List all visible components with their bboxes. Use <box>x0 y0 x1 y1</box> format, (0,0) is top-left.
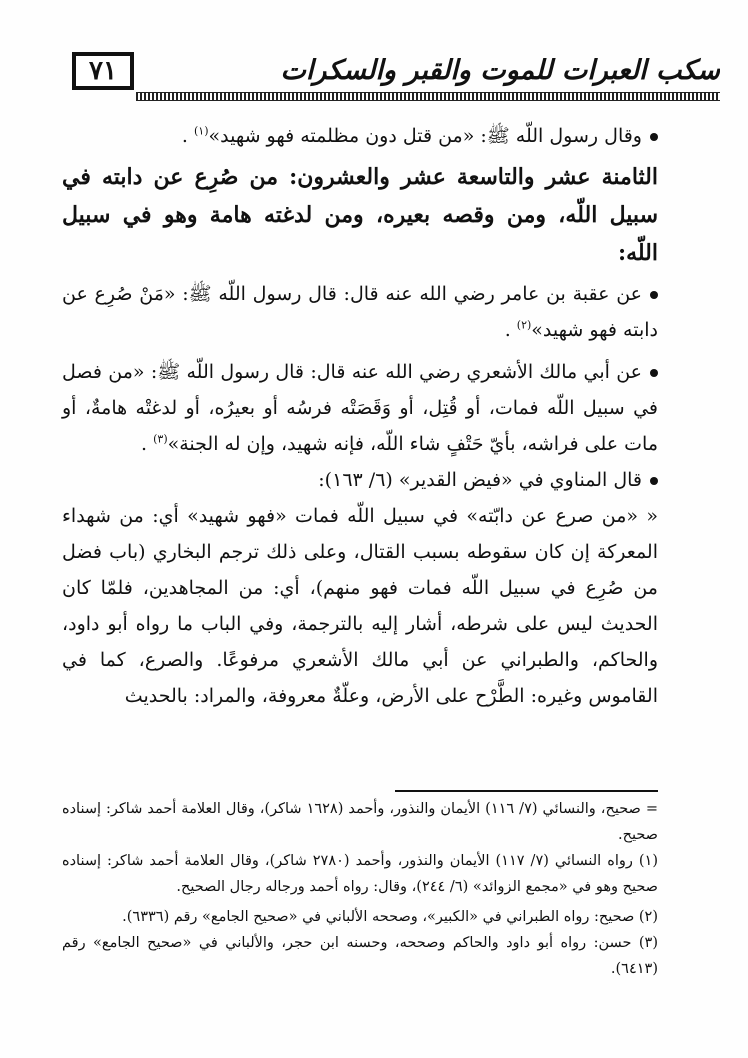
paragraph-munawi-quote: « «من صرع عن دابّته» في سبيل اللّه فمات «فهو شهيد» أي: من شهداء المعركة إن كان سقوطه بسبب القتال، وعلى ذلك ترجم البخاري (باب فضل من صُرِع في سبيل اللّه فمات فهو منهم)، أي: من المجاهدين، فلمّا كان الحديث ليس على شرطه، أشار إليه بالترجمة، وفي الباب ما رواه أبو داود، والحاكم، والطبراني عن أبي مالك الأشعري مرفوعًا. والصرع، كما في القاموس وغيره: الطَّرْح على الأرض، وعلّةٌ معروفة، والمراد: بالحديث <box>62 505 658 707</box>
footnote-2: (٢) صحيح: رواه الطبراني في «الكبير»، وصححه الألباني في «صحيح الجامع» رقم (٦٣٣٦). <box>122 909 658 925</box>
paragraph-end: . <box>504 319 511 341</box>
main-text <box>62 118 658 714</box>
paragraph-text: قال المناوي في «فيض القدير» (٦/ ١٦٣): <box>318 469 642 491</box>
paragraph-end: . <box>141 433 148 455</box>
bullet-icon <box>650 369 658 377</box>
paragraph-hadith-2 <box>62 276 658 348</box>
bullet-icon <box>650 477 658 485</box>
footnote-3: (٣) حسن: رواه أبو داود والحاكم وصححه، وحسنه ابن حجر، والألباني في «صحيح الجامع» رقم (٦٤١٣). <box>62 935 658 977</box>
section-heading: الثامنة عشر والتاسعة عشر والعشرون: من صُرِع عن دابته في سبيل اللّه، ومن وقصه بعيره، ومن لدغته هامة وهو في سبيل اللّه: <box>62 164 659 266</box>
running-title: سكب العبرات للموت والقبر والسكرات <box>280 55 720 86</box>
footnote-ref-3: (٣) <box>153 432 168 446</box>
footnote-1: (١) رواه النسائي (٧/ ١١٧) الأيمان والنذور، وأحمد (٢٧٨٠ شاكر)، وقال العلامة أحمد شاكر: إسناده صحيح وهو في «مجمع الزوائد» (٦/ ٢٤٤)، وقال: رواه أحمد ورجاله رجال الصحيح. <box>62 853 658 895</box>
paragraph-end: . <box>181 125 188 147</box>
paragraph-text: عن أبي مالك الأشعري رضي الله عنه قال: قال رسول اللّه ﷺ: «من فصل في سبيل اللّه فمات، أو قُتِل، أو وَقَصَتْه فرسُه أو بعيرُه، أو لدغتْه هامةٌ، أو مات على فراشه، بأيّ حَتْفٍ شاء اللّه، فإنه شهيد، وإن له الجنة» <box>62 361 658 455</box>
paragraph-hadith-1 <box>62 118 658 154</box>
footnote-continued: = صحيح، والنسائي (٧/ ١١٦) الأيمان والنذور، وأحمد (١٦٢٨ شاكر)، وقال العلامة أحمد شاكر: إسناده صحيح. <box>62 801 658 843</box>
footnote-ref-2: (٢) <box>516 318 532 332</box>
footnote-ref-1: (١) <box>193 124 209 138</box>
page-number: ٧١ <box>72 52 134 90</box>
paragraph-text: وقال رسول اللّه ﷺ: «من قتل دون مظلمته فهو شهيد» <box>208 125 642 147</box>
paragraph-munawi-intro <box>62 462 658 498</box>
header-rule <box>136 92 720 101</box>
footnote-separator <box>395 790 658 792</box>
bullet-icon <box>650 133 658 141</box>
paragraph-hadith-3 <box>62 354 658 462</box>
page-header <box>60 44 720 104</box>
paragraph-text: عن عقبة بن عامر رضي الله عنه قال: قال رسول اللّه ﷺ: «مَنْ صُرِع عن دابته فهو شهيد» <box>62 283 658 341</box>
bullet-icon <box>650 291 658 299</box>
footnotes <box>62 796 658 982</box>
